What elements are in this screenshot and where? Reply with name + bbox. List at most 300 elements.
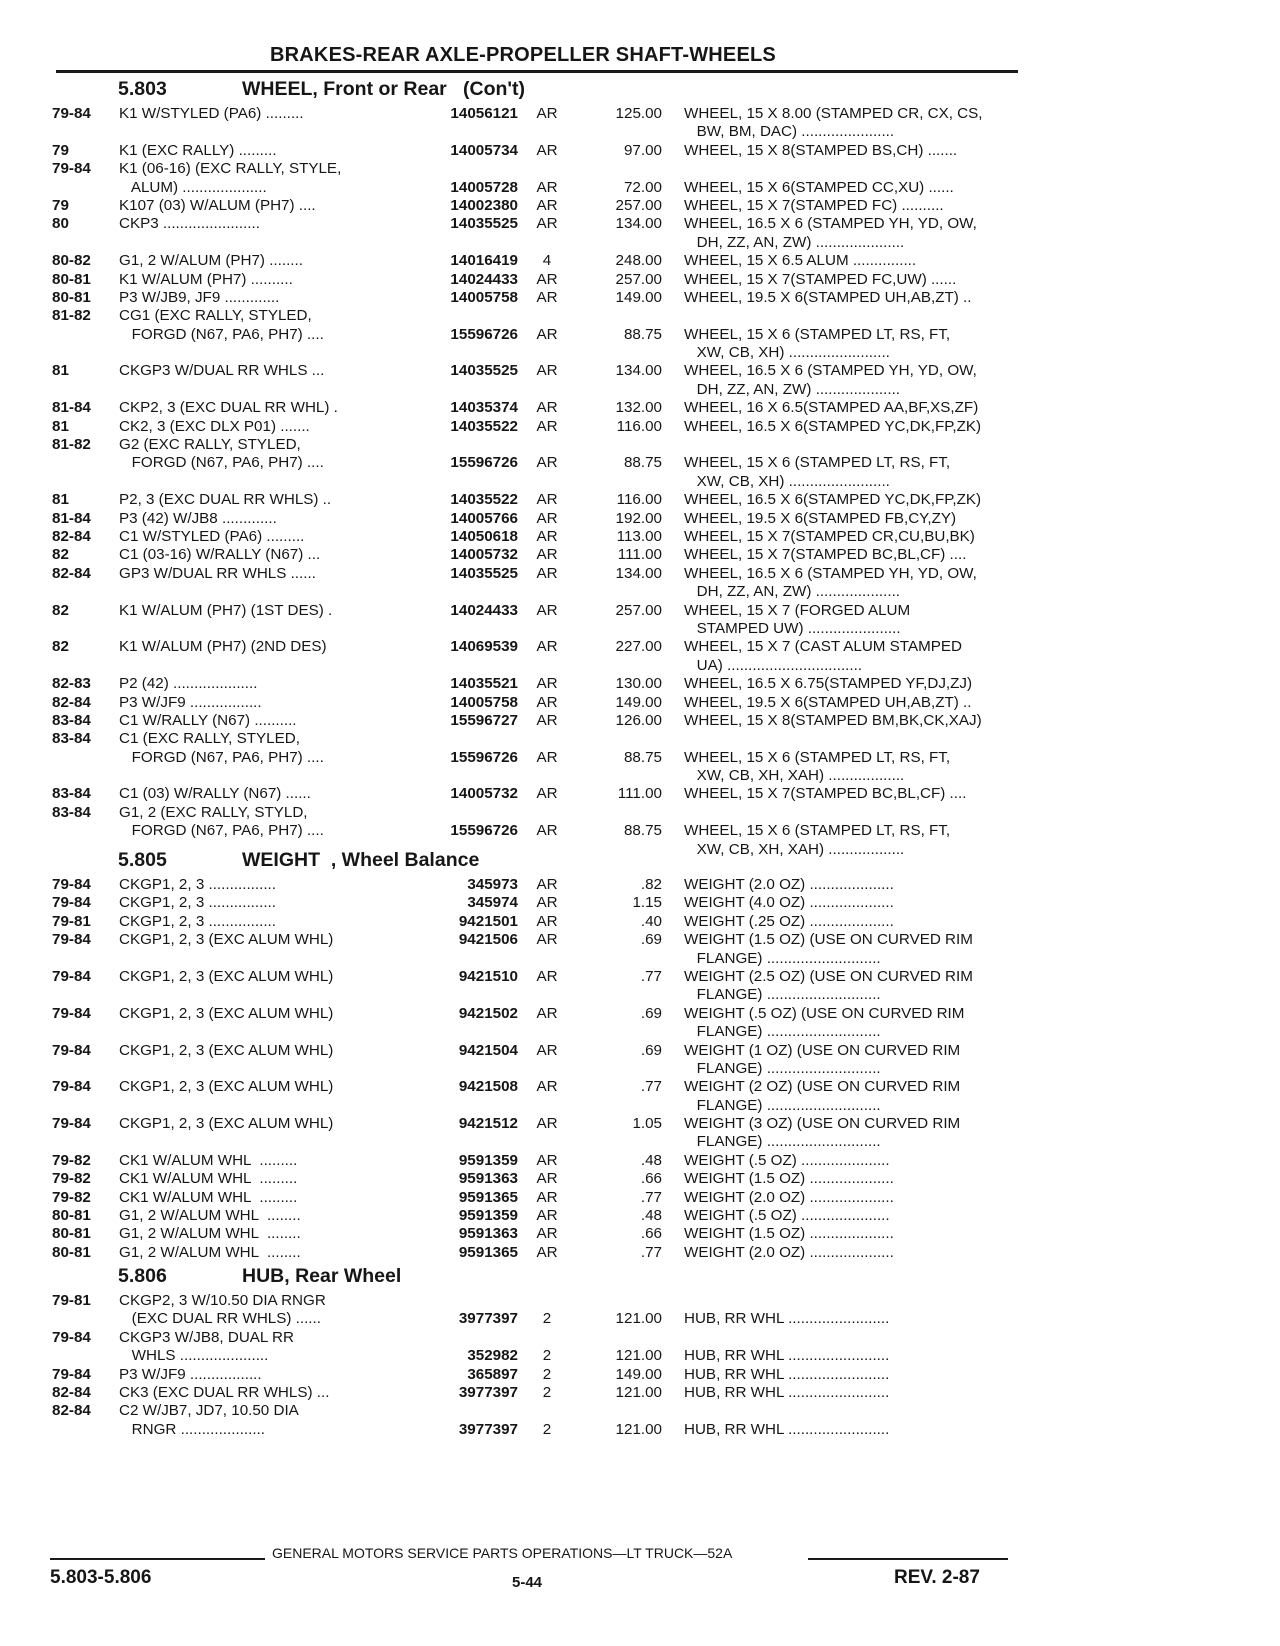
application-cell: RNGR .................... [119, 1420, 265, 1438]
footer-rule [50, 1558, 265, 1560]
part-number-cell: 14035374 [450, 399, 518, 417]
year-cell: 80-81 [52, 1243, 91, 1261]
year-cell: 79-84 [52, 1041, 91, 1059]
quantity-cell: AR [536, 1115, 558, 1133]
application-cell: CKP2, 3 (EXC DUAL RR WHL) . [119, 399, 338, 417]
quantity-cell: AR [536, 1243, 558, 1261]
description-cell: WEIGHT (.25 OZ) .................... [684, 912, 894, 930]
header-rule [56, 70, 1018, 73]
quantity-cell: AR [536, 894, 558, 912]
price-cell: 126.00 [615, 711, 662, 729]
description-cell: WHEEL, 15 X 8(STAMPED BM,BK,CK,XAJ) [684, 711, 982, 729]
part-number-cell: 14069539 [450, 638, 518, 656]
price-cell: 116.00 [616, 417, 662, 435]
part-number-cell: 9591359 [458, 1207, 518, 1225]
description-cell: WHEEL, 16.5 X 6.75(STAMPED YF,DJ,ZJ) [684, 675, 973, 693]
price-cell: .69 [640, 1004, 662, 1022]
description-cell: WHEEL, 16.5 X 6 (STAMPED YH, YD, OW, [684, 362, 977, 380]
part-number-cell: 14005732 [450, 546, 518, 564]
price-cell: .66 [640, 1170, 662, 1188]
quantity-cell: AR [536, 1207, 558, 1225]
part-number-cell: 14035522 [450, 491, 518, 509]
part-number-cell: 14035525 [450, 564, 518, 582]
year-cell: 82 [52, 546, 69, 564]
part-number-cell: 352982 [467, 1347, 518, 1365]
table-row [52, 271, 1032, 289]
table-row [52, 1042, 1032, 1060]
price-cell: 149.00 [615, 1365, 662, 1383]
application-cell: K107 (03) W/ALUM (PH7) .... [119, 196, 316, 214]
part-number-cell: 15596727 [450, 711, 518, 729]
application-cell: C1 W/STYLED (PA6) ......... [119, 527, 305, 545]
part-number-cell: 9421502 [458, 1004, 518, 1022]
application-cell: G1, 2 W/ALUM WHL ........ [119, 1243, 301, 1261]
description-cell: WEIGHT (.5 OZ) (USE ON CURVED RIM [684, 1004, 965, 1022]
part-number-cell: 9591365 [458, 1243, 518, 1261]
table-row [52, 1421, 1032, 1439]
application-cell: CKGP1, 2, 3 (EXC ALUM WHL) [119, 1115, 334, 1133]
table-row [52, 1347, 1032, 1365]
quantity-cell: AR [536, 288, 558, 306]
table-row [52, 931, 1032, 949]
application-cell: CKGP3 W/DUAL RR WHLS ... [119, 362, 325, 380]
year-cell: 79-84 [52, 876, 91, 893]
part-number-cell: 14005766 [450, 509, 518, 527]
application-cell: CK3 (EXC DUAL RR WHLS) ... [119, 1383, 330, 1401]
section-title: HUB, Rear Wheel [242, 1265, 402, 1287]
quantity-cell: AR [536, 509, 558, 527]
application-cell: K1 (06-16) (EXC RALLY, STYLE, [119, 160, 342, 178]
description-cell: FLANGE) ........................... [684, 1023, 881, 1041]
description-cell: FLANGE) ........................... [684, 986, 881, 1004]
application-cell: P2, 3 (EXC DUAL RR WHLS) .. [119, 491, 332, 509]
section-number: 5.803 [118, 78, 167, 100]
table-row [52, 1189, 1032, 1207]
price-cell: 113.00 [616, 527, 662, 545]
description-cell: HUB, RR WHL ........................ [684, 1347, 890, 1365]
table-row [52, 362, 1032, 380]
year-cell: 82-84 [52, 527, 91, 545]
description-cell: UA) ................................ [684, 656, 863, 674]
description-cell: WHEEL, 15 X 7(STAMPED FC) .......... [684, 196, 944, 214]
description-cell: WHEEL, 16.5 X 6 (STAMPED YH, YD, OW, [684, 564, 977, 582]
part-number-cell: 15596726 [450, 454, 518, 472]
table-row [52, 160, 1032, 178]
table-row [52, 583, 1032, 601]
quantity-cell: AR [536, 1225, 558, 1243]
year-cell: 81 [52, 417, 69, 435]
application-cell: CG1 (EXC RALLY, STYLED, [119, 307, 312, 325]
quantity-cell: AR [536, 178, 558, 196]
table-row [52, 1078, 1032, 1096]
application-cell: CKGP3 W/JB8, DUAL RR [119, 1328, 294, 1346]
table-row [52, 749, 1032, 767]
description-cell: WEIGHT (.5 OZ) ..................... [684, 1151, 890, 1169]
quantity-cell: AR [536, 601, 558, 619]
quantity-cell: AR [536, 564, 558, 582]
footer-rule [808, 1558, 1008, 1560]
quantity-cell: AR [536, 215, 558, 233]
table-row [52, 344, 1032, 362]
quantity-cell: AR [536, 1078, 558, 1096]
table-row [52, 767, 1032, 785]
description-cell: WHEEL, 15 X 7(STAMPED BC,BL,CF) .... [684, 546, 967, 564]
quantity-cell: AR [536, 785, 558, 803]
description-cell: WHEEL, 16 X 6.5(STAMPED AA,BF,XS,ZF) [684, 399, 979, 417]
description-cell: DH, ZZ, AN, ZW) .................... [684, 380, 901, 398]
year-cell: 80-81 [52, 1207, 91, 1225]
page-title: BRAKES-REAR AXLE-PROPELLER SHAFT-WHEELS [270, 44, 776, 66]
quantity-cell: 2 [542, 1365, 552, 1383]
year-cell: 81 [52, 491, 69, 509]
part-number-cell: 9421508 [458, 1078, 518, 1096]
price-cell: .77 [640, 1243, 662, 1261]
section-heading [52, 849, 1032, 876]
table-row [52, 1152, 1032, 1170]
description-cell: HUB, RR WHL ........................ [684, 1420, 890, 1438]
quantity-cell: AR [536, 491, 558, 509]
year-cell: 79-81 [52, 912, 91, 930]
application-cell: G2 (EXC RALLY, STYLED, [119, 436, 301, 454]
quantity-cell: AR [536, 454, 558, 472]
price-cell: .69 [640, 931, 662, 949]
description-cell: HUB, RR WHL ........................ [684, 1310, 890, 1328]
application-cell: CK1 W/ALUM WHL ......... [119, 1170, 298, 1188]
price-cell: 192.00 [615, 509, 662, 527]
year-cell: 79-81 [52, 1292, 91, 1309]
part-number-cell: 14005758 [450, 288, 518, 306]
year-cell: 83-84 [52, 711, 91, 729]
year-cell: 79-84 [52, 1115, 91, 1133]
description-cell: XW, CB, XH, XAH) .................. [684, 767, 905, 785]
application-cell: CK1 W/ALUM WHL ......... [119, 1188, 298, 1206]
part-number-cell: 15596726 [450, 325, 518, 343]
part-number-cell: 9591359 [458, 1151, 518, 1169]
year-cell: 81-82 [52, 307, 91, 325]
year-cell: 79-84 [52, 1365, 91, 1383]
table-row [52, 804, 1032, 822]
quantity-cell: AR [536, 362, 558, 380]
table-row [52, 675, 1032, 693]
price-cell: .48 [640, 1207, 662, 1225]
footer-section-range: 5.803-5.806 [50, 1567, 152, 1588]
part-number-cell: 14005758 [450, 693, 518, 711]
table-row [52, 657, 1032, 675]
part-number-cell: 14035525 [450, 215, 518, 233]
description-cell: WHEEL, 16.5 X 6(STAMPED YC,DK,FP,ZK) [684, 491, 982, 509]
year-cell: 80-81 [52, 288, 91, 306]
price-cell: 149.00 [615, 693, 662, 711]
quantity-cell: AR [536, 675, 558, 693]
part-number-cell: 14056121 [450, 105, 518, 122]
section-title: WEIGHT , Wheel Balance [242, 849, 480, 871]
table-row [52, 381, 1032, 399]
quantity-cell: AR [536, 748, 558, 766]
description-cell: WHEEL, 15 X 6 (STAMPED LT, RS, FT, [684, 325, 951, 343]
part-number-cell: 14016419 [450, 252, 518, 270]
year-cell: 79-82 [52, 1151, 91, 1169]
price-cell: 130.00 [615, 675, 662, 693]
application-cell: K1 W/STYLED (PA6) ......... [119, 105, 304, 122]
year-cell: 83-84 [52, 785, 91, 803]
application-cell: CKGP1, 2, 3 ................ [119, 894, 276, 912]
quantity-cell: 2 [542, 1383, 552, 1401]
table-row [52, 105, 1032, 123]
table-row [52, 473, 1032, 491]
application-cell: CK1 W/ALUM WHL ......... [119, 1151, 298, 1169]
year-cell: 79-84 [52, 1078, 91, 1096]
table-row [52, 454, 1032, 472]
part-number-cell: 14005728 [450, 178, 518, 196]
description-cell: FLANGE) ........................... [684, 1133, 881, 1151]
quantity-cell: AR [536, 1170, 558, 1188]
table-row [52, 234, 1032, 252]
price-cell: 149.00 [615, 288, 662, 306]
description-cell: WHEEL, 15 X 8.00 (STAMPED CR, CX, CS, [684, 105, 983, 122]
table-row [52, 142, 1032, 160]
table-row [52, 1023, 1032, 1041]
application-cell: G1, 2 W/ALUM (PH7) ........ [119, 252, 303, 270]
table-row [52, 968, 1032, 986]
description-cell: DH, ZZ, AN, ZW) ..................... [684, 233, 905, 251]
application-cell: G1, 2 (EXC RALLY, STYLD, [119, 803, 308, 821]
year-cell: 79 [52, 141, 69, 159]
table-row [52, 215, 1032, 233]
table-row [52, 510, 1032, 528]
parts-table [52, 876, 1032, 1262]
year-cell: 82-84 [52, 693, 91, 711]
price-cell: 111.00 [617, 785, 662, 803]
table-row [52, 1207, 1032, 1225]
year-cell: 79 [52, 196, 69, 214]
application-cell: FORGD (N67, PA6, PH7) .... [119, 822, 324, 840]
description-cell: WEIGHT (1.5 OZ) (USE ON CURVED RIM [684, 931, 973, 949]
quantity-cell: AR [536, 325, 558, 343]
application-cell: P3 W/JF9 ................. [119, 1365, 262, 1383]
part-number-cell: 14035525 [450, 362, 518, 380]
price-cell: 88.75 [623, 454, 662, 472]
part-number-cell: 9591365 [458, 1188, 518, 1206]
description-cell: WHEEL, 15 X 6.5 ALUM ............... [684, 252, 917, 270]
table-row [52, 289, 1032, 307]
table-row [52, 913, 1032, 931]
table-row [52, 876, 1032, 894]
table-row [52, 1225, 1032, 1243]
price-cell: 257.00 [615, 601, 662, 619]
quantity-cell: AR [536, 876, 558, 893]
part-number-cell: 9421506 [458, 931, 518, 949]
quantity-cell: AR [536, 399, 558, 417]
application-cell: P3 W/JF9 ................. [119, 693, 262, 711]
price-cell: 134.00 [615, 215, 662, 233]
part-number-cell: 14024433 [450, 270, 518, 288]
price-cell: 132.00 [615, 399, 662, 417]
application-cell: WHLS ..................... [119, 1347, 269, 1365]
price-cell: 121.00 [615, 1383, 662, 1401]
table-row [52, 712, 1032, 730]
year-cell: 79-84 [52, 1004, 91, 1022]
table-row [52, 638, 1032, 656]
description-cell: WHEEL, 15 X 7(STAMPED FC,UW) ...... [684, 270, 957, 288]
year-cell: 79-84 [52, 894, 91, 912]
description-cell: WEIGHT (4.0 OZ) .................... [684, 894, 894, 912]
description-cell: XW, CB, XH, XAH) .................. [684, 840, 905, 858]
price-cell: 97.00 [623, 141, 662, 159]
table-row [52, 1133, 1032, 1151]
table-row [52, 1060, 1032, 1078]
application-cell: FORGD (N67, PA6, PH7) .... [119, 748, 324, 766]
price-cell: 88.75 [623, 748, 662, 766]
quantity-cell: AR [536, 693, 558, 711]
table-row [52, 418, 1032, 436]
application-cell: C2 W/JB7, JD7, 10.50 DIA [119, 1402, 299, 1420]
application-cell: CKGP1, 2, 3 (EXC ALUM WHL) [119, 931, 334, 949]
table-row [52, 1005, 1032, 1023]
application-cell: CKP3 ....................... [119, 215, 260, 233]
application-cell: C1 (03-16) W/RALLY (N67) ... [119, 546, 321, 564]
year-cell: 81-84 [52, 399, 91, 417]
price-cell: .82 [640, 876, 662, 893]
part-number-cell: 9591363 [458, 1170, 518, 1188]
quantity-cell: AR [536, 546, 558, 564]
part-number-cell: 9421501 [458, 912, 518, 930]
footer-revision: REV. 2-87 [894, 1567, 980, 1588]
quantity-cell: 2 [542, 1310, 552, 1328]
price-cell: .48 [640, 1151, 662, 1169]
price-cell: 72.00 [623, 178, 662, 196]
quantity-cell: AR [536, 527, 558, 545]
year-cell: 82-83 [52, 675, 91, 693]
quantity-cell: AR [536, 105, 558, 122]
table-row [52, 326, 1032, 344]
year-cell: 79-84 [52, 160, 91, 178]
table-row [52, 785, 1032, 803]
part-number-cell: 14050618 [450, 527, 518, 545]
quantity-cell: AR [536, 822, 558, 840]
application-cell: C1 W/RALLY (N67) .......... [119, 711, 297, 729]
table-row [52, 197, 1032, 215]
description-cell: WEIGHT (1 OZ) (USE ON CURVED RIM [684, 1041, 961, 1059]
table-row [52, 546, 1032, 564]
price-cell: 121.00 [615, 1310, 662, 1328]
part-number-cell: 15596726 [450, 748, 518, 766]
description-cell: XW, CB, XH) ........................ [684, 344, 890, 362]
price-cell: 1.05 [632, 1115, 662, 1133]
price-cell: 125.00 [615, 105, 662, 122]
application-cell: P3 (42) W/JB8 ............. [119, 509, 277, 527]
table-row [52, 822, 1032, 840]
part-number-cell: 14005732 [450, 785, 518, 803]
description-cell: WHEEL, 19.5 X 6(STAMPED UH,AB,ZT) .. [684, 693, 972, 711]
year-cell: 80-81 [52, 270, 91, 288]
section-weight [52, 849, 1032, 1262]
quantity-cell: AR [536, 931, 558, 949]
description-cell: WEIGHT (1.5 OZ) .................... [684, 1170, 894, 1188]
price-cell: 1.15 [632, 894, 662, 912]
table-row [52, 399, 1032, 417]
year-cell: 82-84 [52, 1383, 91, 1401]
section-heading [52, 1265, 1032, 1292]
description-cell: WEIGHT (2.0 OZ) .................... [684, 1243, 894, 1261]
application-cell: C1 (03) W/RALLY (N67) ...... [119, 785, 311, 803]
table-row [52, 1366, 1032, 1384]
page-number: 5-44 [512, 1574, 543, 1591]
description-cell: WEIGHT (2.5 OZ) (USE ON CURVED RIM [684, 967, 973, 985]
price-cell: .66 [640, 1225, 662, 1243]
description-cell: WHEEL, 15 X 7(STAMPED BC,BL,CF) .... [684, 785, 967, 803]
quantity-cell: 2 [542, 1347, 552, 1365]
table-row [52, 1402, 1032, 1420]
year-cell: 82-84 [52, 1402, 91, 1420]
part-number-cell: 9421510 [458, 967, 518, 985]
price-cell: 227.00 [615, 638, 662, 656]
description-cell: BW, BM, DAC) ...................... [684, 123, 895, 141]
year-cell: 81-84 [52, 509, 91, 527]
year-cell: 79-84 [52, 105, 91, 122]
application-cell: CKGP1, 2, 3 ................ [119, 876, 276, 893]
description-cell: FLANGE) ........................... [684, 1059, 881, 1077]
description-cell: DH, ZZ, AN, ZW) .................... [684, 583, 901, 601]
year-cell: 82-84 [52, 564, 91, 582]
table-row [52, 1384, 1032, 1402]
section-number: 5.806 [118, 1265, 167, 1287]
price-cell: 88.75 [623, 325, 662, 343]
description-cell: WHEEL, 16.5 X 6 (STAMPED YH, YD, OW, [684, 215, 977, 233]
application-cell: CKGP2, 3 W/10.50 DIA RNGR [119, 1292, 326, 1309]
quantity-cell: 4 [542, 252, 552, 270]
table-row [52, 730, 1032, 748]
table-row [52, 950, 1032, 968]
year-cell: 79-84 [52, 1328, 91, 1346]
section-wheel [52, 78, 1032, 859]
part-number-cell: 3977397 [458, 1310, 518, 1328]
year-cell: 79-84 [52, 931, 91, 949]
application-cell: FORGD (N67, PA6, PH7) .... [119, 325, 324, 343]
quantity-cell: AR [536, 196, 558, 214]
year-cell: 82 [52, 601, 69, 619]
part-number-cell: 14035521 [450, 675, 518, 693]
part-number-cell: 9591363 [458, 1225, 518, 1243]
application-cell: GP3 W/DUAL RR WHLS ...... [119, 564, 316, 582]
application-cell: (EXC DUAL RR WHLS) ...... [119, 1310, 321, 1328]
table-row [52, 179, 1032, 197]
price-cell: 134.00 [615, 362, 662, 380]
price-cell: 257.00 [615, 270, 662, 288]
description-cell: WHEEL, 15 X 7(STAMPED CR,CU,BU,BK) [684, 527, 975, 545]
description-cell: WEIGHT (2.0 OZ) .................... [684, 1188, 894, 1206]
description-cell: WHEEL, 15 X 6 (STAMPED LT, RS, FT, [684, 748, 951, 766]
description-cell: FLANGE) ........................... [684, 1096, 881, 1114]
application-cell: K1 (EXC RALLY) ......... [119, 141, 277, 159]
application-cell: K1 W/ALUM (PH7) .......... [119, 270, 293, 288]
description-cell: HUB, RR WHL ........................ [684, 1383, 890, 1401]
part-number-cell: 14035522 [450, 417, 518, 435]
description-cell: WEIGHT (2 OZ) (USE ON CURVED RIM [684, 1078, 961, 1096]
application-cell: K1 W/ALUM (PH7) (1ST DES) . [119, 601, 333, 619]
table-row [52, 1170, 1032, 1188]
table-row [52, 1310, 1032, 1328]
description-cell: STAMPED UW) ...................... [684, 619, 901, 637]
year-cell: 81 [52, 362, 69, 380]
parts-table [52, 105, 1032, 859]
quantity-cell: AR [536, 1041, 558, 1059]
table-row [52, 565, 1032, 583]
price-cell: .77 [640, 1188, 662, 1206]
price-cell: 116.00 [616, 491, 662, 509]
price-cell: .69 [640, 1041, 662, 1059]
footer-publisher: GENERAL MOTORS SERVICE PARTS OPERATIONS—LT TRUCK—52A [272, 1545, 733, 1561]
year-cell: 82 [52, 638, 69, 656]
